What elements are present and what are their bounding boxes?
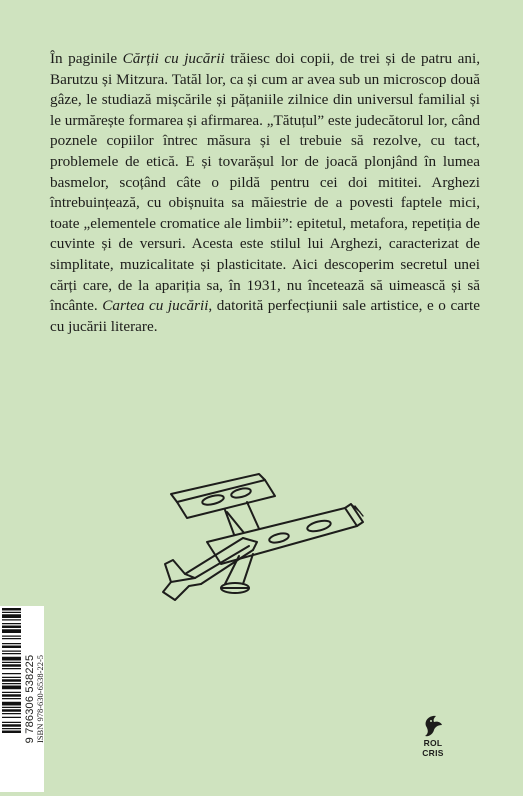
barcode-bar: [2, 664, 21, 667]
barcode-bar: [2, 709, 21, 712]
barcode-bar: [2, 651, 21, 652]
publisher-logo: [413, 714, 453, 758]
barcode-bar: [2, 623, 21, 624]
barcode-bar: [2, 619, 21, 620]
barcode-bar: [2, 702, 21, 706]
barcode-bar: [2, 626, 21, 629]
isbn-barcode: [0, 606, 44, 792]
barcode-bar: [2, 722, 21, 723]
back-cover-blurb: [50, 49, 480, 337]
blurb-text-body: trăiesc doi copii, de trei și de patru ani, Barutzu și Mitzura. Tatăl lor, ca și cum ar avea sub un microscop două gâze, le studiază mișcările și pățaniile zilnice din universul familial și le urmărește formarea și afirmarea. „Tătuțul” este judecătorul lor, când poznele copiilor întrec măsura și el trebuie să rezolve, cu tact, problemele de etică. E și tovarășul lor de joacă plonjând în lumea basmelor, scoțând câte o pildă pentru cei doi mititei. Arghezi întrebuințează, cu obișnuita sa măiestrie de a povesti faptele mici, toate „elementele cromatice ale limbii”: epitetul, metafora, repetiția de cuvinte și de versuri. Acesta este stilul lui Arghezi, caracterizat de simplitate, muzicalitate și plasticitate. Aici descoperim secretul unei cărți care, de la apariția sa, în 1931, nu încetează să uimească și să încânte.: [50, 50, 480, 315]
barcode-bar: [2, 614, 21, 618]
barcode-bar: [2, 707, 21, 708]
barcode-bar: [2, 662, 21, 663]
barcode-bar: [2, 677, 21, 678]
barcode-bar: [2, 612, 21, 613]
isbn-number: ISBN 978-630-6538-22-5: [35, 654, 45, 744]
barcode-bar: [2, 668, 21, 669]
barcode-bar: [2, 724, 21, 727]
barcode-bar: [2, 717, 21, 718]
barcode-bar: [2, 731, 21, 734]
barcode-bar: [2, 608, 21, 611]
barcode-bar: [2, 673, 21, 674]
barcode-bar: [2, 657, 21, 661]
barcode-bar: [2, 629, 21, 633]
barcode-bar: [2, 692, 21, 693]
barcode-bar: [2, 638, 21, 639]
barcode-bar: [2, 683, 21, 684]
barcode-bars: [0, 606, 22, 792]
publisher-name-line1: ROL: [423, 738, 443, 748]
book-title-italic: Cărții cu jucării: [122, 50, 225, 67]
barcode-bar: [2, 679, 21, 682]
book-title-italic-second: Cartea cu jucării: [102, 297, 209, 315]
barcode-bar: [2, 686, 21, 690]
publisher-bird-logo-icon: [422, 714, 444, 738]
barcode-bar: [2, 643, 21, 644]
barcode-ean-digits: 9 786306 538225: [24, 654, 36, 744]
barcode-bar: [2, 713, 21, 714]
barcode-bar: [2, 653, 21, 654]
biplane-drawing-icon: [155, 472, 367, 612]
barcode-bar: [2, 694, 21, 697]
blurb-text-start: În paginile: [50, 50, 123, 67]
barcode-bar: [2, 698, 21, 699]
blurb-text-end: , datorită perfecțiunii sale artistice, e o carte cu jucării literare.: [50, 297, 480, 335]
barcode-bar: [2, 646, 21, 649]
publisher-name-line2: CRIS: [422, 748, 444, 758]
barcode-bar: [2, 728, 21, 729]
barcode-bar: [2, 636, 21, 637]
